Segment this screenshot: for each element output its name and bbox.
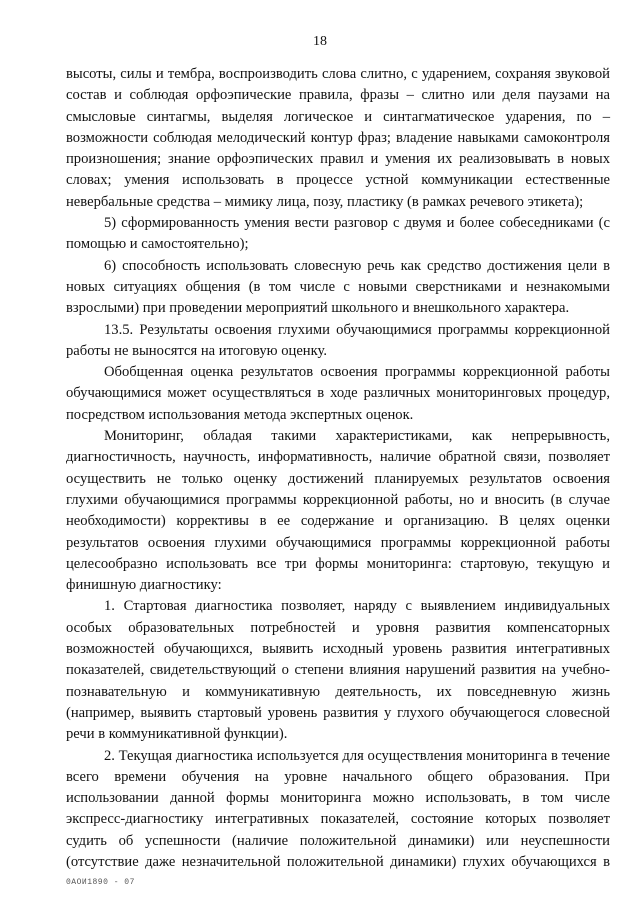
document-body — [66, 64, 610, 873]
paragraph-start-diagnostics: 1. Стартовая диагностика позволяет, наряду с выявлением индивидуальных особых образовательных потребностей и уровня развития компенсаторных возможностей обучающихся, выявить исходный уровень развития интегративных показателей, свидетельствующий о степени влияния нарушений развития на учебно-познавательную и коммуникативную деятельность, их повседневную жизнь (например, выявить стартовый уровень развития у глухого обучающегося словесной речи в коммуникативной функции). — [66, 598, 610, 743]
paragraph-section-13-5: 13.5. Результаты освоения глухими обучающимися программы коррекционной работы не выносятся на итоговую оценку. — [66, 321, 610, 359]
paragraph-continuation: высоты, силы и тембра, воспроизводить слова слитно, с ударением, сохраняя звуковой состав и соблюдая орфоэпические правила, фразы – слитно или деля паузами на смысловые синтагмы, выделяя логическое и синтагматическое ударения, по – возможности соблюдая мелодический контур фраз; владение навыками самоконтроля произношения; знание орфоэпических правил и умения их реализовывать в новых словах; умения использовать в процессе устной коммуникации естественные невербальные средства – мимику лица, позу, пластику (в рамках речевого этикета); — [66, 66, 610, 210]
paragraph-monitoring: Мониторинг, обладая такими характеристиками, как непрерывность, диагностичность, научность, информативность, наличие обратной связи, позволяет осуществить не только оценку достижений планируемых результатов освоения глухими обучающимися программы коррекционной работы, но и вносить (в случае необходимости) коррективы в ее содержание и организацию. В целях оценки результатов освоения глухими обучающимися программы коррекционной работы целесообразно использовать все три формы мониторинга: стартовую, текущую и финишную диагностику: — [66, 428, 610, 594]
paragraph-item-6: 6) способность использовать словесную речь как средство достижения цели в новых ситуациях общения (в том числе с новыми сверстниками и незнакомыми взрослыми) при проведении мероприятий школьного и внешкольного характера. — [66, 257, 610, 317]
paragraph-item-5: 5) сформированность умения вести разговор с двумя и более собеседниками (с помощью и самостоятельно); — [66, 215, 610, 253]
paragraph-current-diagnostics: 2. Текущая диагностика используется для осуществления мониторинга в течение всего времени обучения на уровне начального общего образования. При использовании данной формы мониторинга можно использовать, в том числе экспресс-диагностику интегративных показателей, состояние которых позволяет судить об успешности (наличие положительной динамики) или неуспешности (отсутствие даже незначительной положительной динамики) глухих обучающихся в — [66, 747, 610, 870]
paragraph-general-assessment: Обобщенная оценка результатов освоения программы коррекционной работы обучающимися может осуществляться в ходе различных мониторинговых процедур, посредством использования метода экспертных оценок. — [66, 364, 610, 423]
footer-code: 0АОИ1890 - 07 — [66, 878, 135, 887]
page-number: 18 — [313, 34, 327, 49]
